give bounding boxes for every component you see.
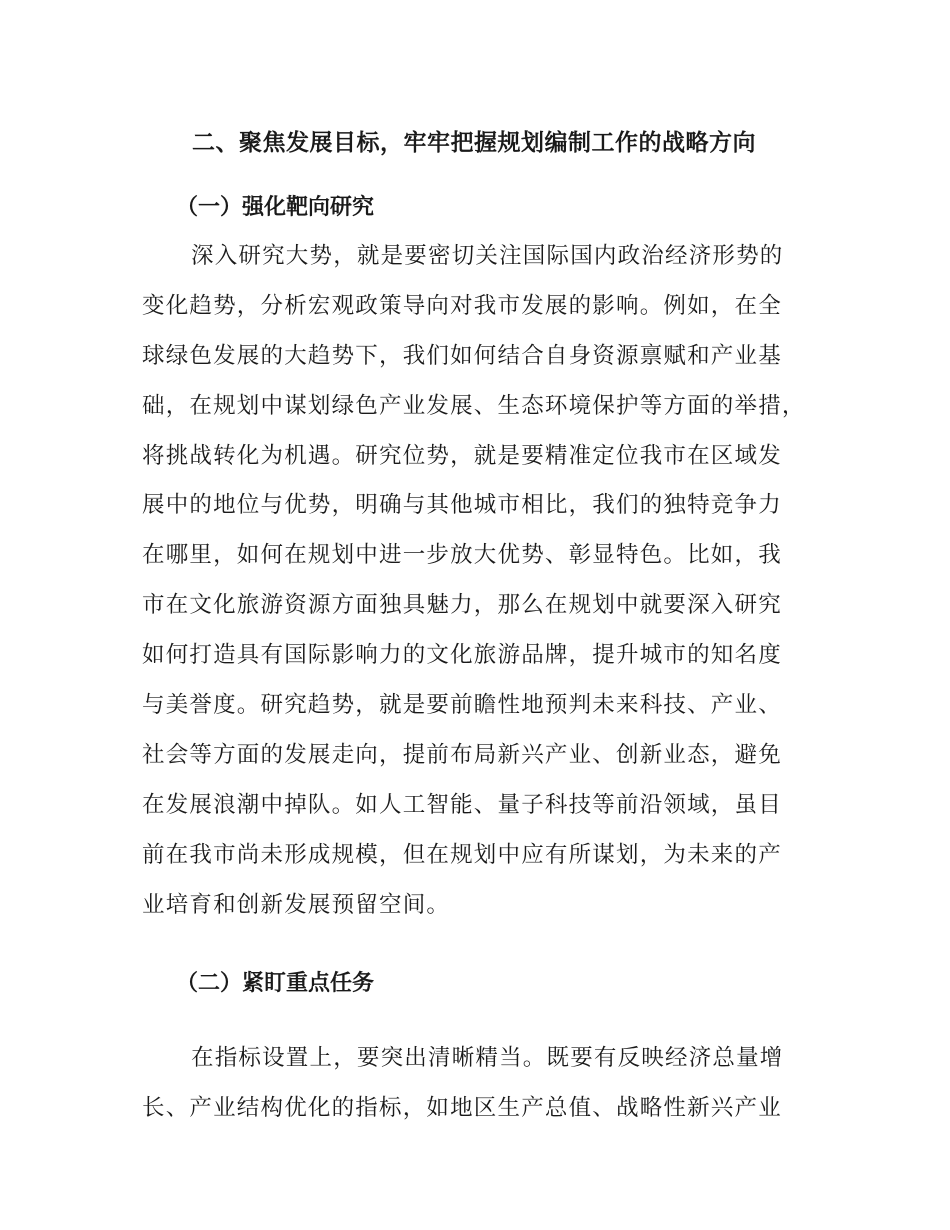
paragraph-line: 础，在规划中谋划绿色产业发展、生态环境保护等方面的举措， xyxy=(142,392,806,419)
paragraph-line: 将挑战转化为机遇。研究位势，就是要精准定位我市在区域发 xyxy=(142,442,782,469)
paragraph-line: 展中的地位与优势，明确与其他城市相比，我们的独特竞争力 xyxy=(142,492,782,519)
paragraph-line: 球绿色发展的大趋势下，我们如何结合自身资源禀赋和产业基 xyxy=(142,342,782,369)
paragraph-line: 在指标设置上，要突出清晰精当。既要有反映经济总量增 xyxy=(191,1045,784,1071)
paragraph-line: 市在文化旅游资源方面独具魅力，那么在规划中就要深入研究 xyxy=(142,592,782,619)
subsection-1-paragraph xyxy=(142,232,822,930)
subsection-2-paragraph xyxy=(142,1034,822,1134)
subsection-1-title: （一）强化靶向研究 xyxy=(176,195,375,220)
paragraph-line: 变化趋势，分析宏观政策导向对我市发展的影响。例如，在全 xyxy=(142,292,782,319)
paragraph-line: 前在我市尚未形成规模，但在规划中应有所谋划，为未来的产 xyxy=(142,841,782,868)
paragraph-line: 与美誉度。研究趋势，就是要前瞻性地预判未来科技、产业、 xyxy=(142,692,782,719)
section-title: 二、聚焦发展目标，牢牢把握规划编制工作的战略方向 xyxy=(192,130,756,156)
paragraph-line: 如何打造具有国际影响力的文化旅游品牌，提升城市的知名度 xyxy=(142,642,782,669)
paragraph-line: 社会等方面的发展走向，提前布局新兴产业、创新业态，避免 xyxy=(142,741,782,768)
paragraph-line: 业培育和创新发展预留空间。 xyxy=(142,891,451,918)
paragraph-line: 深入研究大势，就是要密切关注国际国内政治经济形势的 xyxy=(191,243,784,269)
paragraph-line: 在哪里，如何在规划中进一步放大优势、彰显特色。比如，我 xyxy=(142,542,782,569)
paragraph-line: 长、产业结构优化的指标，如地区生产总值、战略性新兴产业 xyxy=(142,1094,782,1121)
subsection-2-title: （二）紧盯重点任务 xyxy=(176,971,375,996)
paragraph-line: 在发展浪潮中掉队。如人工智能、量子科技等前沿领域，虽目 xyxy=(142,791,782,818)
